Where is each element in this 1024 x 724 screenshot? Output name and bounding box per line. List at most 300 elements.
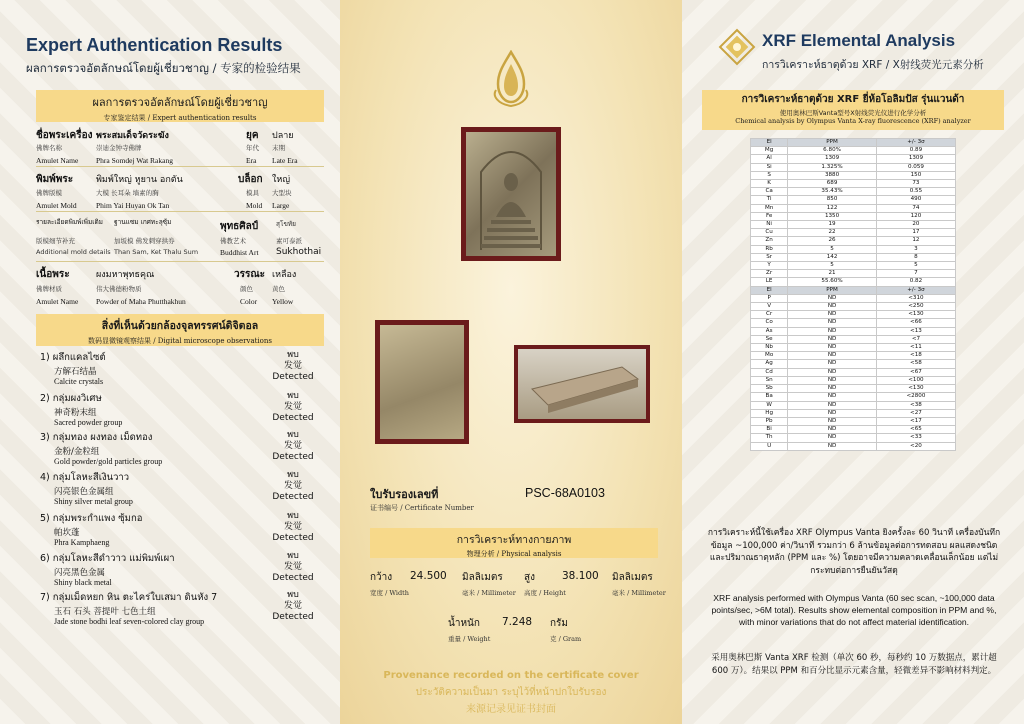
table-row bbox=[751, 229, 956, 237]
table-cell: <20 bbox=[876, 442, 955, 450]
observation-name-en: Shiny silver metal group bbox=[54, 497, 133, 506]
field-block-value-en: Large bbox=[272, 201, 290, 210]
table-cell: Bi bbox=[751, 426, 788, 434]
height-value: 38.100 bbox=[562, 570, 599, 582]
table-cell: 0.82 bbox=[876, 278, 955, 286]
table-cell: ND bbox=[788, 393, 877, 401]
field-name-value-zh: 崇迪金钟寺佛牌 bbox=[96, 144, 142, 152]
table-row bbox=[751, 196, 956, 204]
provenance-zh: 来源记录见证书封面 bbox=[466, 704, 556, 715]
table-cell: 74 bbox=[876, 204, 955, 212]
field-era-label: ยุค bbox=[246, 130, 259, 141]
observation-name-en: Calcite crystals bbox=[54, 377, 104, 386]
table-row bbox=[751, 335, 956, 343]
observation-name-th: กลุ่มเม็ดหยก หิน ตะไคร่ใบเสมา ดินหัง 7 bbox=[52, 592, 218, 603]
table-cell: Cr bbox=[751, 311, 788, 319]
table-row bbox=[751, 221, 956, 229]
observation-name-zh: 闪亮银色金属组 bbox=[54, 487, 114, 497]
field-color-value-th: เหลือง bbox=[272, 270, 297, 280]
field-mold-value-th: พิมพ์ใหญ่ หูยาน อกตัน bbox=[96, 175, 183, 185]
table-row bbox=[751, 376, 956, 384]
table-cell: 3 bbox=[876, 245, 955, 253]
field-name-zh: 佛牌名称 bbox=[36, 144, 62, 152]
observation-name-zh: 神奇粉末组 bbox=[54, 408, 97, 418]
field-name-en: Amulet Name bbox=[36, 156, 79, 165]
table-cell: 7 bbox=[876, 270, 955, 278]
microscope-header-band bbox=[36, 314, 324, 346]
result-th: พบ bbox=[287, 551, 299, 561]
observation-name-th: กลุ่มทอง ผงทอง เม็ดทอง bbox=[52, 432, 153, 443]
table-cell: P bbox=[751, 294, 788, 302]
field-era-zh: 年代 bbox=[246, 144, 259, 152]
table-cell: 6.80% bbox=[788, 147, 877, 155]
table-row bbox=[751, 368, 956, 376]
result-zh: 发觉 bbox=[283, 562, 302, 572]
page-title: Expert Authentication Results bbox=[26, 35, 283, 55]
amulet-side-photo bbox=[514, 345, 650, 423]
band-title-en: 物理分析 / Physical analysis bbox=[466, 550, 562, 558]
table-header-row bbox=[751, 286, 956, 294]
result-th: พบ bbox=[287, 590, 299, 600]
table-row bbox=[751, 409, 956, 417]
table-cell: ND bbox=[788, 417, 877, 425]
field-color-zh: 颜色 bbox=[240, 285, 253, 293]
observation-item bbox=[40, 430, 325, 466]
observation-name-zh: 金粉/金粒组 bbox=[54, 447, 100, 457]
field-color-value-en: Yellow bbox=[272, 297, 294, 306]
table-row bbox=[751, 180, 956, 188]
provenance-th: ประวัติความเป็นมา ระบุไว้ที่หน้าปกใบรับรอง bbox=[415, 687, 607, 698]
physical-analysis-band bbox=[370, 528, 658, 558]
field-art-en: Buddhist Art bbox=[220, 248, 259, 257]
table-header-row bbox=[751, 139, 956, 147]
provenance-en: Provenance recorded on the certificate cover bbox=[383, 670, 639, 681]
table-row bbox=[751, 311, 956, 319]
table-cell: Mn bbox=[751, 204, 788, 212]
table-row bbox=[751, 270, 956, 278]
certificate-number: PSC-68A0103 bbox=[525, 486, 605, 500]
table-cell: 21 bbox=[788, 270, 877, 278]
observation-number: 7) bbox=[40, 592, 50, 603]
observation-name-th: กลุ่มผงวิเศษ bbox=[52, 393, 102, 404]
field-mold-value-zh: 大模 长耳朵 墙素的胸 bbox=[96, 189, 159, 197]
field-material-value-th: ผงมหาพุทธคุณ bbox=[96, 270, 155, 280]
table-row bbox=[751, 188, 956, 196]
table-cell: Pb bbox=[751, 417, 788, 425]
observation-result bbox=[258, 470, 328, 503]
table-cell: ND bbox=[788, 409, 877, 417]
observation-number: 3) bbox=[40, 432, 50, 443]
table-cell: <7 bbox=[876, 335, 955, 343]
certificate-label-en: 证书编号 / Certificate Number bbox=[370, 504, 474, 512]
table-cell: <11 bbox=[876, 344, 955, 352]
observation-name-zh: 帕坎蓬 bbox=[54, 528, 80, 538]
result-en: Detected bbox=[272, 612, 314, 622]
table-cell: <27 bbox=[876, 409, 955, 417]
table-row bbox=[751, 147, 956, 155]
xrf-element-table bbox=[750, 138, 956, 451]
table-cell: K bbox=[751, 180, 788, 188]
table-row bbox=[751, 417, 956, 425]
observation-item bbox=[40, 511, 325, 547]
table-cell: 1309 bbox=[788, 155, 877, 163]
width-unit-sub: 毫米 / Millimeter bbox=[462, 589, 516, 597]
amulet-back-photo bbox=[375, 320, 469, 444]
field-block-value-th: ใหญ่ bbox=[272, 175, 290, 185]
table-cell: Mg bbox=[751, 147, 788, 155]
band-title-zh: 使用奥林巴斯Vanta型号X射线荧光仪进行化学分析 bbox=[779, 109, 927, 117]
field-era-en: Era bbox=[246, 156, 257, 165]
height-unit-sub: 毫米 / Millimeter bbox=[612, 589, 666, 597]
table-cell: 55.60% bbox=[788, 278, 877, 286]
table-cell: ND bbox=[788, 335, 877, 343]
field-art-value-zh: 素可泰派 bbox=[276, 237, 302, 245]
weight-unit-sub: 克 / Gram bbox=[550, 635, 582, 643]
table-cell: Zn bbox=[751, 237, 788, 245]
table-cell: Ni bbox=[751, 221, 788, 229]
table-cell: 35.43% bbox=[788, 188, 877, 196]
observation-number: 1) bbox=[40, 352, 50, 363]
table-cell: 5 bbox=[788, 245, 877, 253]
field-block-label: บล็อก bbox=[238, 174, 263, 185]
table-cell: Y bbox=[751, 262, 788, 270]
table-cell: Al bbox=[751, 155, 788, 163]
observation-result bbox=[258, 350, 328, 383]
table-cell: PPM bbox=[788, 286, 877, 294]
table-row bbox=[751, 245, 956, 253]
width-value: 24.500 bbox=[410, 570, 447, 582]
result-zh: 发觉 bbox=[283, 481, 302, 491]
table-cell: <67 bbox=[876, 368, 955, 376]
authentication-header-band bbox=[36, 90, 324, 122]
table-cell: <310 bbox=[876, 294, 955, 302]
table-cell: ND bbox=[788, 385, 877, 393]
table-cell: Mo bbox=[751, 352, 788, 360]
table-cell: <17 bbox=[876, 417, 955, 425]
field-detail-value-th: ฐานแซม เกศทะลุซุ้ม bbox=[114, 218, 172, 226]
field-material-en: Amulet Name bbox=[36, 297, 79, 306]
width-sub: 宽度 / Width bbox=[370, 589, 409, 597]
table-cell: PPM bbox=[788, 139, 877, 147]
table-cell: S bbox=[751, 171, 788, 179]
result-th: พบ bbox=[287, 470, 299, 480]
table-cell: +/- 3σ bbox=[876, 139, 955, 147]
table-cell: 5 bbox=[788, 262, 877, 270]
result-zh: 发觉 bbox=[283, 361, 302, 371]
field-color-en: Color bbox=[240, 297, 258, 306]
table-cell: El bbox=[751, 139, 788, 147]
divider bbox=[36, 261, 324, 262]
result-th: พบ bbox=[287, 430, 299, 440]
table-cell: ND bbox=[788, 442, 877, 450]
result-zh: 发觉 bbox=[283, 522, 302, 532]
field-art-zh: 佛教艺术 bbox=[220, 237, 246, 245]
table-row bbox=[751, 426, 956, 434]
table-cell: ND bbox=[788, 376, 877, 384]
xrf-description-th: การวิเคราะห์นี้ใช้เครื่อง XRF Olympus Vanta ยิงครั้งละ 60 วินาที เครื่องบันทึกข้อมูล ~100,000 ค่า/วินาที รวมกว่า 6 ล้านข้อมูลต่อการทดสอบ ผลแสดงชนิดและปริมาณธาตุหลัก (PPM และ %) โดยอาจมีความคลาดเคลื่อนเล็กน้อย แต่ไม่กระทบต่อการยืนยันวัสดุ bbox=[707, 528, 1001, 576]
band-title-th: การวิเคราะห์ทางกายภาพ bbox=[456, 534, 572, 546]
table-cell: 689 bbox=[788, 180, 877, 188]
observation-number: 5) bbox=[40, 513, 50, 524]
xrf-title: XRF Elemental Analysis bbox=[762, 31, 956, 50]
field-detail-zh: 版模细节补充 bbox=[36, 237, 75, 245]
field-block-zh: 模具 bbox=[246, 189, 259, 197]
table-cell: Sb bbox=[751, 385, 788, 393]
table-row bbox=[751, 237, 956, 245]
table-cell: Ca bbox=[751, 188, 788, 196]
table-row bbox=[751, 303, 956, 311]
table-cell: ND bbox=[788, 360, 877, 368]
weight-unit: กรัม bbox=[550, 618, 569, 629]
field-name-value-en: Phra Somdej Wat Rakang bbox=[96, 156, 173, 165]
table-cell: <33 bbox=[876, 434, 955, 442]
table-row bbox=[751, 278, 956, 286]
table-cell: Ag bbox=[751, 360, 788, 368]
table-cell: Th bbox=[751, 434, 788, 442]
table-cell: Se bbox=[751, 335, 788, 343]
field-detail-en: Additional mold details bbox=[36, 248, 111, 256]
field-mold-zh: 佛牌版模 bbox=[36, 189, 62, 197]
table-cell: 490 bbox=[876, 196, 955, 204]
table-cell: Fe bbox=[751, 212, 788, 220]
table-row bbox=[751, 442, 956, 450]
amulet-front-photo bbox=[461, 127, 561, 261]
field-art-label: พุทธศิลป์ bbox=[220, 221, 259, 232]
flame-logo-icon bbox=[488, 50, 534, 108]
table-cell: ND bbox=[788, 319, 877, 327]
field-era-value-en: Late Era bbox=[272, 156, 298, 165]
band-title-th: สิ่งที่เห็นด้วยกล้องจุลทรรศน์ดิจิตอล bbox=[101, 320, 259, 332]
table-cell: Hg bbox=[751, 409, 788, 417]
observation-name-zh: 闪亮黑色金属 bbox=[54, 568, 106, 578]
result-en: Detected bbox=[272, 372, 314, 382]
left-panel bbox=[0, 0, 340, 724]
height-sub: 高度 / Height bbox=[524, 589, 566, 597]
band-title-th: การวิเคราะห์ธาตุด้วย XRF ยี่ห้อโอลิมปัส รุ่นแวนด้า bbox=[741, 94, 965, 105]
observation-name-th: ผลึกแคลไซต์ bbox=[52, 352, 106, 363]
field-era-value-th: ปลาย bbox=[272, 131, 294, 141]
table-cell: As bbox=[751, 327, 788, 335]
result-en: Detected bbox=[272, 452, 314, 462]
table-row bbox=[751, 401, 956, 409]
table-cell: 19 bbox=[788, 221, 877, 229]
observation-number: 6) bbox=[40, 553, 50, 564]
table-row bbox=[751, 253, 956, 261]
table-cell: 850 bbox=[788, 196, 877, 204]
table-cell: <130 bbox=[876, 311, 955, 319]
table-cell: Zr bbox=[751, 270, 788, 278]
table-row bbox=[751, 393, 956, 401]
observation-name-zh: 方解石结晶 bbox=[54, 367, 97, 377]
table-row bbox=[751, 360, 956, 368]
table-cell: <38 bbox=[876, 401, 955, 409]
lotus-logo-icon bbox=[718, 28, 756, 66]
table-cell: ND bbox=[788, 303, 877, 311]
observation-result bbox=[258, 511, 328, 544]
table-cell: Cu bbox=[751, 229, 788, 237]
table-cell: +/- 3σ bbox=[876, 286, 955, 294]
width-unit: มิลลิเมตร bbox=[462, 572, 503, 583]
table-cell: 1350 bbox=[788, 212, 877, 220]
table-cell: 142 bbox=[788, 253, 877, 261]
band-title-th: ผลการตรวจอัตลักษณ์โดยผู้เชี่ยวชาญ bbox=[92, 96, 268, 109]
field-era-value-zh: 末期 bbox=[272, 144, 285, 152]
observation-name-zh: 玉石 石头 菩提叶 七色土组 bbox=[54, 607, 156, 617]
table-row bbox=[751, 262, 956, 270]
observation-result bbox=[258, 391, 328, 424]
page-subtitle: ผลการตรวจอัตลักษณ์โดยผู้เชี่ยวชาญ / 专家的检验结果 bbox=[26, 61, 301, 75]
xrf-description-en: XRF analysis performed with Olympus Vanta (60 sec scan, ~100,000 data points/sec, >6M total). Results show elemental composition in PPM and %, with minor variations that do not affect material identification. bbox=[711, 593, 997, 627]
table-cell: ND bbox=[788, 311, 877, 319]
table-cell: 120 bbox=[876, 212, 955, 220]
table-cell: 20 bbox=[876, 221, 955, 229]
result-th: พบ bbox=[287, 350, 299, 360]
divider bbox=[36, 211, 324, 212]
table-row bbox=[751, 385, 956, 393]
xrf-description-zh: 采用奥林巴斯 Vanta XRF 检测（单次 60 秒，每秒约 10 万数据点，累计超 600 万）。结果以 PPM 和百分比显示元素含量，轻微差异不影响材料判定。 bbox=[711, 653, 997, 676]
result-en: Detected bbox=[272, 533, 314, 543]
field-art-value-en: Sukhothai bbox=[276, 247, 322, 257]
table-row bbox=[751, 155, 956, 163]
table-row bbox=[751, 171, 956, 179]
table-row bbox=[751, 212, 956, 220]
table-cell: Cd bbox=[751, 368, 788, 376]
field-color-label: วรรณะ bbox=[234, 269, 266, 280]
observation-name-th: กลุ่มพระกำแพง ซุ้มกอ bbox=[52, 513, 143, 524]
table-row bbox=[751, 352, 956, 360]
table-cell: Co bbox=[751, 319, 788, 327]
table-cell: 1309 bbox=[876, 155, 955, 163]
field-block-en: Mold bbox=[246, 201, 263, 210]
table-cell: 0.89 bbox=[876, 147, 955, 155]
table-row bbox=[751, 163, 956, 171]
table-cell: 73 bbox=[876, 180, 955, 188]
observation-name-en: Shiny black metal bbox=[54, 578, 112, 587]
table-cell: 5 bbox=[876, 262, 955, 270]
table-cell: ND bbox=[788, 294, 877, 302]
amulet-side-icon bbox=[518, 349, 646, 419]
table-cell: 26 bbox=[788, 237, 877, 245]
table-cell: 1.325% bbox=[788, 163, 877, 171]
table-cell: LE bbox=[751, 278, 788, 286]
table-cell: ND bbox=[788, 368, 877, 376]
table-cell: Ba bbox=[751, 393, 788, 401]
field-material-value-en: Powder of Maha Phutthakhun bbox=[96, 297, 186, 306]
table-cell: ND bbox=[788, 426, 877, 434]
table-cell: ND bbox=[788, 434, 877, 442]
table-cell: <66 bbox=[876, 319, 955, 327]
band-title-en: 专家鉴定结果 / Expert authentication results bbox=[103, 114, 257, 122]
field-material-value-zh: 伟大佛德粉物质 bbox=[96, 285, 142, 293]
table-cell: Si bbox=[751, 163, 788, 171]
observation-item bbox=[40, 590, 325, 626]
height-unit: มิลลิเมตร bbox=[612, 572, 653, 583]
table-cell: <18 bbox=[876, 352, 955, 360]
observation-name-th: กลุ่มโลหะสีดำวาว แม่พิมพ์เผา bbox=[52, 553, 175, 564]
right-panel bbox=[682, 0, 1024, 724]
table-cell: <100 bbox=[876, 376, 955, 384]
table-row bbox=[751, 434, 956, 442]
result-th: พบ bbox=[287, 511, 299, 521]
table-row bbox=[751, 204, 956, 212]
field-art-value-th: สุโขทัย bbox=[276, 220, 296, 228]
result-en: Detected bbox=[272, 573, 314, 583]
table-row bbox=[751, 319, 956, 327]
xrf-header-band bbox=[702, 90, 1004, 130]
observation-name-en: Gold powder/gold particles group bbox=[54, 457, 163, 466]
table-cell: <130 bbox=[876, 385, 955, 393]
observation-result bbox=[258, 551, 328, 584]
table-cell: <2800 bbox=[876, 393, 955, 401]
observation-name-en: Phra Kamphaeng bbox=[54, 538, 110, 547]
table-cell: El bbox=[751, 286, 788, 294]
observation-item bbox=[40, 350, 325, 386]
observation-number: 4) bbox=[40, 472, 50, 483]
table-cell: ND bbox=[788, 401, 877, 409]
field-mold-value-en: Phim Yai Huyan Ok Tan bbox=[96, 201, 170, 210]
field-block-value-zh: 大型块 bbox=[272, 189, 292, 197]
table-cell: Ti bbox=[751, 196, 788, 204]
field-mold-en: Amulet Mold bbox=[36, 201, 77, 210]
table-cell: <250 bbox=[876, 303, 955, 311]
buddha-figure-icon bbox=[466, 132, 556, 256]
result-zh: 发觉 bbox=[283, 601, 302, 611]
table-cell: Sn bbox=[751, 376, 788, 384]
result-en: Detected bbox=[272, 492, 314, 502]
observation-name-en: Sacred powder group bbox=[54, 418, 123, 427]
table-cell: 22 bbox=[788, 229, 877, 237]
xrf-subtitle: การวิเคราะห์ธาตุด้วย XRF / X射线荧光元素分析 bbox=[762, 59, 984, 71]
table-cell: <13 bbox=[876, 327, 955, 335]
table-cell: W bbox=[751, 401, 788, 409]
table-cell: Nb bbox=[751, 344, 788, 352]
weight-value: 7.248 bbox=[502, 616, 533, 628]
middle-panel bbox=[340, 0, 682, 724]
field-name-label: ชื่อพระเครื่อง bbox=[36, 130, 93, 141]
table-row bbox=[751, 294, 956, 302]
result-th: พบ bbox=[287, 391, 299, 401]
weight-label: น้ำหนัก bbox=[448, 618, 480, 629]
weight-sub: 重量 / Weight bbox=[448, 635, 491, 643]
result-zh: 发觉 bbox=[283, 402, 302, 412]
field-color-value-zh: 黄色 bbox=[272, 285, 285, 293]
field-material-zh: 佛牌材质 bbox=[36, 285, 62, 293]
table-cell: Sr bbox=[751, 253, 788, 261]
band-title-en: Chemical analysis by Olympus Vanta X-ray fluorescence (XRF) analyzer bbox=[735, 117, 971, 125]
table-cell: 150 bbox=[876, 171, 955, 179]
observation-number: 2) bbox=[40, 393, 50, 404]
table-row bbox=[751, 327, 956, 335]
table-cell: 17 bbox=[876, 229, 955, 237]
table-cell: U bbox=[751, 442, 788, 450]
table-cell: Rb bbox=[751, 245, 788, 253]
width-label: กว้าง bbox=[370, 572, 393, 583]
observation-result bbox=[258, 590, 328, 623]
table-cell: 8 bbox=[876, 253, 955, 261]
field-detail-value-en: Than Sam, Ket Thalu Sum bbox=[114, 248, 199, 256]
observation-item bbox=[40, 551, 325, 587]
divider bbox=[36, 166, 324, 167]
table-cell: 0.059 bbox=[876, 163, 955, 171]
field-detail-value-zh: 加坂模 佛发刺穿拱券 bbox=[114, 237, 175, 245]
observation-name-en: Jade stone bodhi leaf seven-colored clay group bbox=[54, 617, 205, 626]
field-material-label: เนื้อพระ bbox=[36, 269, 70, 280]
table-cell: ND bbox=[788, 352, 877, 360]
table-row bbox=[751, 344, 956, 352]
table-cell: 0.55 bbox=[876, 188, 955, 196]
height-label: สูง bbox=[524, 572, 535, 583]
observation-item bbox=[40, 470, 325, 506]
